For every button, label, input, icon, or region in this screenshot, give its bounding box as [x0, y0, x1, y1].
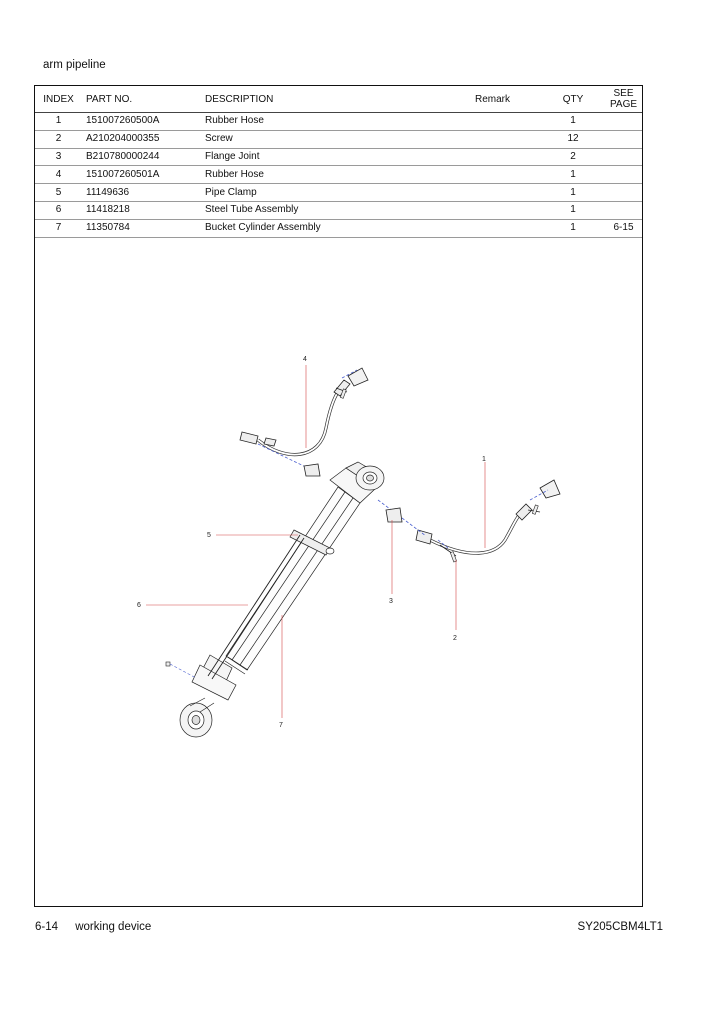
- rubber-hose-1-drawing: [378, 480, 560, 556]
- cell-part-no: B210780000244: [82, 148, 205, 166]
- cell-part-no: A210204000355: [82, 130, 205, 148]
- cell-part-no: 11149636: [82, 184, 205, 202]
- cell-part-no: 151007260500A: [82, 113, 205, 131]
- cell-part-no: 151007260501A: [82, 166, 205, 184]
- header-qty: QTY: [541, 86, 605, 113]
- cell-qty: 1: [541, 166, 605, 184]
- cell-index: 5: [35, 184, 82, 202]
- cell-description: Rubber Hose: [205, 166, 475, 184]
- model-code: SY205CBM4LT1: [577, 921, 663, 933]
- page-number: 6-14: [35, 921, 59, 933]
- header-see-page: SEE PAGE: [605, 86, 642, 113]
- cell-qty: 2: [541, 148, 605, 166]
- cell-description: Flange Joint: [205, 148, 475, 166]
- callout-2: 2: [453, 635, 457, 642]
- callout-7: 7: [279, 722, 283, 729]
- cell-index: 6: [35, 201, 82, 219]
- cell-index: 1: [35, 113, 82, 131]
- cell-qty: 1: [541, 184, 605, 202]
- header-part-no: PART NO.: [82, 86, 205, 113]
- screws-drawing: [166, 389, 538, 678]
- cell-part-no: 11350784: [82, 219, 205, 237]
- cell-description: Rubber Hose: [205, 113, 475, 131]
- cell-description: Steel Tube Assembly: [205, 201, 475, 219]
- cell-see-page: 6-15: [605, 219, 642, 237]
- section-title: arm pipeline: [43, 59, 106, 71]
- header-description: DESCRIPTION: [205, 86, 475, 113]
- footer-left: [35, 921, 151, 933]
- cell-description: Screw: [205, 130, 475, 148]
- header-index: INDEX: [35, 86, 82, 113]
- cell-index: 3: [35, 148, 82, 166]
- callout-1: 1: [482, 456, 486, 463]
- chapter-name: working device: [75, 921, 152, 933]
- rubber-hose-4-drawing: [240, 368, 368, 476]
- cell-index: 2: [35, 130, 82, 148]
- cell-description: Bucket Cylinder Assembly: [205, 219, 475, 237]
- header-remark: Remark: [475, 86, 541, 113]
- callout-3: 3: [389, 598, 393, 605]
- callout-6: 6: [137, 602, 141, 609]
- cell-qty: 12: [541, 130, 605, 148]
- callout-5: 5: [207, 532, 211, 539]
- cell-index: 4: [35, 166, 82, 184]
- cell-qty: 1: [541, 113, 605, 131]
- cell-description: Pipe Clamp: [205, 184, 475, 202]
- cell-qty: 1: [541, 201, 605, 219]
- cell-qty: 1: [541, 219, 605, 237]
- cell-index: 7: [35, 219, 82, 237]
- callout-4: 4: [303, 356, 307, 363]
- cell-part-no: 11418218: [82, 201, 205, 219]
